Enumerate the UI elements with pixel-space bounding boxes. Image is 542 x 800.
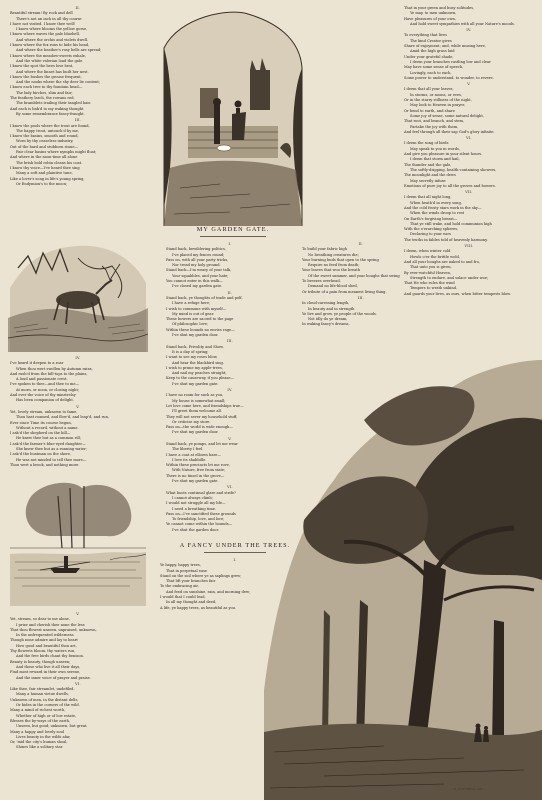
poem-line: Like thee, fair streamlet, undefiled, bbox=[10, 687, 75, 692]
poem-line: In the unfrequented wilderness. bbox=[16, 633, 75, 638]
poem-column-1-bottom bbox=[10, 610, 146, 751]
poem-line: A life, ye happy trees, as beautiful as you. bbox=[160, 605, 237, 610]
trees-poem-right bbox=[404, 6, 534, 297]
poem-line: What boots continual glare and strife? bbox=[166, 490, 236, 495]
poem-line: I've shut the garden door. bbox=[172, 527, 219, 532]
poem-line: Within these bounds no envies rage— bbox=[166, 327, 235, 332]
poem-line: Partake the joy with them, bbox=[410, 124, 459, 129]
poem-line: Emotions of pure joy to all the groves and bowers. bbox=[404, 183, 496, 188]
poem-line: I know the basins, smooth and round, bbox=[10, 134, 79, 139]
poem-line: Yet, lovely stream, unknown to fame, bbox=[10, 409, 78, 414]
poem-line: When the winds droop to rest bbox=[410, 211, 465, 216]
poem-line: Your burning buds that open to the spring bbox=[302, 257, 379, 262]
poem-line: Yet, stream, so dear to me alone, bbox=[10, 617, 70, 622]
poem-line: To the embracing air, bbox=[160, 584, 199, 589]
poem-line: Fair clear basins where nymphs might float; bbox=[16, 150, 97, 155]
poem-line: I would that I could lead, bbox=[160, 595, 206, 600]
poem-line: Lives beauty in the wilds afar, bbox=[16, 734, 71, 739]
poem-line: Of philosophic love; bbox=[172, 322, 209, 327]
poem-line: I know the bushes the grouse frequent, bbox=[10, 74, 82, 79]
poem-line: Though none admire and lay to heart bbox=[10, 638, 78, 643]
poem-line: Thou wert a brook, and nothing more. bbox=[10, 462, 80, 467]
poem-line: I have a coat at elbows bare— bbox=[166, 452, 221, 457]
poem-line: The thunder and the gale, bbox=[404, 162, 452, 167]
poem-line: That in your green and busy solitudes, bbox=[404, 6, 475, 10]
poem-line: The liberty I feel. bbox=[172, 447, 204, 452]
poem-line: I deem that all your leaves, bbox=[404, 87, 454, 92]
poem-line: Require no feed from death; bbox=[308, 263, 360, 268]
poem-line: And give you pleasure in your silent hours. bbox=[404, 152, 483, 157]
poem-line: At morn, or noon, or closing night; bbox=[16, 387, 80, 392]
poem-line: He knew thee but as a common rill; bbox=[16, 436, 81, 441]
poem-line: I ask'd the farmer's blue-eyed daughter— bbox=[10, 441, 86, 446]
poem-line: The bramblets trailing their tangled hair. bbox=[16, 101, 91, 106]
poem-line: Stand back, bewildering politics, bbox=[166, 247, 226, 252]
stanza-numeral: VII. bbox=[465, 190, 473, 195]
poem-line: I ask'd the shepherd on the hill— bbox=[10, 431, 71, 436]
poem-line: I know thy voice—I've heard thee sing bbox=[10, 165, 80, 170]
poem-line: I've shut my garden gate. bbox=[172, 381, 219, 386]
poem-line: To everything that lives bbox=[404, 33, 447, 38]
stanza-numeral: IV. bbox=[75, 356, 81, 360]
poem-line: I've placed my fences round; bbox=[172, 252, 225, 257]
poem-line: Or in the starry stillness of the night, bbox=[404, 98, 472, 103]
poem-line: I have not visited. I know thee well! bbox=[10, 21, 76, 26]
poem-line: I deem that storm and hail, bbox=[410, 157, 460, 162]
stanza-numeral: VI. bbox=[466, 136, 472, 141]
poem-line: Or Endymion's to the moon; bbox=[16, 181, 68, 186]
poem-line: That thou flowest unseen, unpraised, unknown, bbox=[10, 627, 97, 632]
poem-line: Whether of high or of low estate, bbox=[16, 713, 77, 718]
poem-line: By ever-watchful Heaven, bbox=[404, 270, 451, 275]
poem-line: I know the spot the bees love best, bbox=[10, 64, 74, 69]
stanza-numeral: II. bbox=[358, 242, 364, 246]
poem-line: I need a breathing time. bbox=[172, 506, 217, 511]
poem-line: In all my thought and deed, bbox=[166, 600, 217, 605]
stanza-numeral: IV. bbox=[466, 28, 472, 33]
poem-line: When heath'd in every song, bbox=[410, 200, 462, 205]
stanza-numeral: I. bbox=[228, 242, 232, 246]
poem-line: Like a lover's song in life's young spring, bbox=[10, 176, 85, 181]
poem-line: Blesses the by-ways of the earth, bbox=[10, 718, 71, 723]
poem-line: Or bend to earth, and share bbox=[404, 108, 455, 113]
poem-column-1-top bbox=[10, 4, 146, 187]
poem-line: And each is link'd to my waking thought bbox=[10, 106, 84, 111]
poem-line: Of the sweet summer, and your boughs that swing bbox=[308, 273, 400, 278]
poem-line: And feed on sunshine, rain, and morning dew; bbox=[166, 589, 251, 594]
poem-line: And where the heather's rosy bells are spread; bbox=[16, 48, 102, 53]
poem-line: My mind is out of gear. bbox=[172, 311, 215, 316]
poem-line: When thou wert swollen by Autumn rains, bbox=[16, 366, 93, 371]
poem-line: Beauty is beauty, though unseen; bbox=[10, 659, 71, 664]
poem-line: Let love come here, and friendships true— bbox=[166, 403, 244, 408]
stanza-lines bbox=[10, 361, 146, 402]
poem-line: Tempers to wrath unkind, bbox=[410, 286, 458, 291]
poem-line: I deem the song of birds bbox=[404, 141, 449, 146]
poem-line: And ever the voice of thy minstrelsy bbox=[10, 393, 76, 398]
poem-line: And the cold frosty stars work in the sky— bbox=[404, 205, 482, 210]
poem-line: Without a record, without a name. bbox=[16, 425, 79, 430]
poem-line: Stand back, ye pomps, and let me wear bbox=[166, 441, 238, 446]
poem-line: The moonlight and the dews bbox=[404, 173, 456, 178]
poem-line: I know where the meadow-sweets exhale, bbox=[10, 53, 87, 58]
poem-line: There is no tinsel in the grove— bbox=[166, 473, 225, 478]
poem-line: I know the pools where the trout are found, bbox=[10, 123, 90, 128]
poem-line: I deem your branches rustling low and clear bbox=[410, 59, 491, 64]
poem-line: The brisk bold robin cleans his coat. bbox=[16, 160, 83, 165]
poem-line: She knew thee but as a running water; bbox=[16, 447, 87, 452]
stanza-numeral: III. bbox=[74, 118, 82, 123]
poem-line: I've heard it deepen to a roar bbox=[10, 361, 64, 366]
deer-engraving bbox=[8, 228, 148, 352]
poem-line: Not idly do ye dream, bbox=[308, 317, 348, 322]
poem-line: I know where the fox runs to hide his head, bbox=[10, 43, 90, 48]
poem-line: Your leaves that woo the breath bbox=[302, 268, 361, 273]
poem-line: I'll greet them welcome all. bbox=[172, 409, 222, 414]
poem-line: That He who rules the wind bbox=[404, 281, 455, 286]
stanza-numeral: III. bbox=[357, 295, 365, 300]
poem-line: And nail my peaches straight; bbox=[172, 371, 227, 376]
stanza-numeral: V. bbox=[467, 82, 471, 87]
poem-line: May look to Heaven in prayer, bbox=[410, 103, 465, 108]
poem-line: I've shut my garden gate. bbox=[172, 479, 219, 484]
poem-line: Many a soft and plaintive tune, bbox=[16, 171, 73, 176]
poem-line: A loud and passionate crest. bbox=[16, 377, 68, 382]
poem-line: Stand back, Frivolity and Show, bbox=[166, 344, 224, 349]
poem-line: That ye still wake, and hold communion high bbox=[410, 221, 492, 226]
poem-line: I've spoken to thee—and thee to me— bbox=[10, 382, 80, 387]
poem-line: Ye happy, happy trees, bbox=[160, 563, 201, 568]
poem-line: It is a day of spring; bbox=[172, 349, 209, 354]
poem-line: I know where waves the pale bluebell, bbox=[10, 32, 80, 37]
poem-line: I know each tree to thy fountain head— bbox=[10, 85, 83, 90]
poem-line: Many a happy and lovely soul bbox=[10, 729, 64, 734]
poem-line: Some joy of sense, some natural delight, bbox=[410, 113, 484, 118]
poem-line: And all your boughs are naked to and fro, bbox=[404, 259, 481, 264]
poem-line: Or hides in the corners of the wild. bbox=[16, 703, 80, 708]
poem-line: Or tribute of a pain from meanest living thing. bbox=[302, 289, 387, 294]
poem-line: And rush'd from the hill-tops to the plains, bbox=[10, 371, 88, 376]
stanza-numeral: VI. bbox=[75, 681, 81, 686]
poem-line: I prize and cherish thee none the less bbox=[16, 622, 85, 627]
poem-line: Some power to understand, to wonder, to revere. bbox=[404, 75, 494, 80]
stanza-numeral: II. bbox=[227, 290, 233, 295]
poem-line: I know where blooms the yellow gorse, bbox=[16, 27, 88, 32]
trees-title: A FANCY UNDER THE TREES. bbox=[179, 542, 291, 549]
stanza-lines bbox=[10, 124, 146, 187]
trees-engraving bbox=[264, 360, 542, 800]
poem-line: And the inner voice of prayer and praise. bbox=[16, 675, 91, 680]
stanza-numeral: VIII. bbox=[464, 244, 474, 249]
poem-line: Out of the hard and stubborn stone— bbox=[10, 144, 79, 149]
poem-line: In waking fancy's dreams, bbox=[302, 322, 350, 327]
stanza-numeral: V. bbox=[76, 404, 80, 409]
poem-line: To breezes overhead, bbox=[302, 279, 341, 284]
boat-engraving bbox=[10, 478, 146, 606]
poem-line: The truths in fables told of heavenly harmony. bbox=[404, 237, 488, 242]
poem-line: I ask'd the boatman on the shore, bbox=[10, 452, 72, 457]
poem-line: Have pleasures of your own, bbox=[404, 16, 456, 21]
poem-line: Share of enjoyment; and, while musing here, bbox=[404, 44, 486, 49]
poem-line: Ever since Time its course begun, bbox=[10, 420, 72, 425]
poem-line: I want to see my roses blow, bbox=[166, 355, 218, 360]
poem-line: I deem, when winter cold bbox=[404, 249, 451, 254]
poem-line: I love its shabbille. bbox=[172, 457, 207, 462]
poem-line: I wish to commune with myself— bbox=[166, 306, 227, 311]
stanza-numeral: I. bbox=[233, 558, 237, 562]
poem-line: Pass on—I've sanctified these grounds bbox=[166, 511, 236, 516]
poem-line: Beautiful stream! By rock and dell bbox=[10, 11, 73, 16]
poem-line: The feathery larch, the rowans red, bbox=[10, 96, 75, 101]
poem-line: By some remembrance fancy-fraught. bbox=[16, 111, 85, 116]
poem-line: I've closed my garden gate. bbox=[172, 284, 223, 289]
stanza-lines bbox=[10, 410, 146, 467]
poem-line: Many a mind of richest worth, bbox=[10, 708, 66, 713]
poem-line: Pass on—the world is wide enough— bbox=[166, 425, 233, 430]
poem-line: And where the orchis and violets dwell. bbox=[16, 37, 89, 42]
poem-line: Thou hast roamed, and flow'd, and leap'd, and run, bbox=[16, 415, 110, 420]
poem-line: And where in the noon-time all alone bbox=[10, 155, 78, 160]
poem-line: And hold sweet sympathies with all your Nature's moods. bbox=[410, 21, 515, 26]
poem-line: That root, and branch, and stem, bbox=[404, 119, 465, 124]
stanza-numeral: III. bbox=[226, 339, 234, 344]
poem-line: Ye live and grow, ye people of the woods. bbox=[302, 311, 377, 316]
title-rule bbox=[200, 236, 266, 237]
poem-line: I have a refuge here; bbox=[172, 301, 211, 306]
poem-line: These bowers are sacred to the page bbox=[166, 317, 234, 322]
poem-line: Has been companion of delight. bbox=[16, 398, 74, 403]
stanza-lines bbox=[302, 247, 420, 294]
trees-poem-middle bbox=[302, 240, 420, 328]
poem-line: My house is somewhat small; bbox=[172, 398, 226, 403]
poem-line: They will not sever my household stuff, bbox=[166, 414, 238, 419]
poem-line: Demand no life-blood shed, bbox=[308, 284, 358, 289]
poem-line: Keep to the causeway, if you please— bbox=[166, 376, 235, 381]
poem-line: Within these precincts let me rove, bbox=[166, 463, 230, 468]
poem-line: Lovingly, each to each, bbox=[410, 70, 452, 75]
poem-line: Shines like a solitary star. bbox=[16, 745, 64, 750]
poem-line: That in perpetual ease bbox=[166, 568, 208, 573]
poem-line: I would not struggle all my life— bbox=[166, 501, 226, 506]
poem-line: Nor tread my holy ground. bbox=[172, 263, 221, 268]
poem-line: I have no room for such as you, bbox=[166, 393, 224, 398]
poem-line: Find most reward in their own serene, bbox=[10, 670, 81, 675]
poem-line: Unknown of men, in the distant dells, bbox=[10, 697, 79, 702]
poem-line: And the free birds chant thy benison. bbox=[16, 654, 84, 659]
poem-line: Many a human virtue dwells, bbox=[16, 692, 69, 697]
poem-line: May speak to you in words, bbox=[410, 146, 460, 151]
poem-line: And the white valerian load the gale. bbox=[16, 58, 84, 63]
poem-line: To build your fabric high bbox=[302, 247, 348, 252]
poem-line: Your squabbles, and your hate; bbox=[172, 273, 229, 278]
poem-line: I've shut my garden door. bbox=[172, 333, 219, 338]
poem-line: You cannot enter in this walk— bbox=[166, 279, 223, 284]
poem-line: And guards your lives, as ours, when bitter tempests blow. bbox=[404, 291, 511, 296]
garden-gate-title: MY GARDEN GATE. bbox=[196, 226, 270, 233]
poem-line: To friendship, love, and lore; bbox=[172, 517, 225, 522]
poem-line: Ye may, to men unknown, bbox=[410, 11, 457, 16]
poem-line: Amid the high grass laid bbox=[410, 49, 455, 54]
poem-line: In cloud-caressing length, bbox=[302, 301, 350, 306]
poem-line: And those who live it all their days, bbox=[16, 664, 81, 669]
stanza-numeral: IV. bbox=[227, 388, 233, 393]
poem-line: Unseen, but good; unknown, but great. bbox=[16, 724, 88, 729]
poem-line: That unto you is given, bbox=[410, 265, 452, 270]
poem-line: The happy trout, untouch'd by me, bbox=[16, 128, 80, 133]
poem-line: I deem that all night long, bbox=[404, 195, 452, 200]
poem-line: How good and beautiful thou art, bbox=[16, 643, 77, 648]
stanza-numeral: V. bbox=[76, 612, 80, 616]
poem-line: Worn by thy ceaseless industry, bbox=[16, 139, 74, 144]
poem-line: And hear the blackbird sing. bbox=[172, 360, 224, 365]
poem-line: Declaring to your ears bbox=[410, 232, 451, 237]
poem-line: Pass on, with all your party tricks, bbox=[166, 257, 229, 262]
poem-line: With the o'erarching spheres, bbox=[404, 227, 459, 232]
poem-line: May secretly infuse bbox=[410, 178, 446, 183]
poem-line: No breathing creatures die; bbox=[308, 252, 359, 257]
poem-line: Thy flowrets bloom, thy waters run, bbox=[10, 649, 76, 654]
poem-line: Stand back—I'm weary of your talk, bbox=[166, 268, 232, 273]
poem-line: Strength to endure, and solace under woe; bbox=[410, 275, 489, 280]
stanza-lines bbox=[10, 617, 146, 680]
poem-line: He was not minded to tell thee more— bbox=[16, 457, 87, 462]
stanza-numeral: V. bbox=[228, 436, 232, 441]
engraver-signature: S. COTTRELL. SC. bbox=[454, 788, 484, 791]
stanza-lines bbox=[10, 687, 146, 750]
poem-line: Howls o'er the brittle wold, bbox=[410, 254, 460, 259]
poem-line: Under your grateful shade, bbox=[404, 54, 454, 59]
poem-line: The kind Creator gives bbox=[410, 38, 452, 43]
poem-line: Stand on the soil where ye as saplings grew; bbox=[160, 573, 242, 578]
poem-line: Ye cannot come within the bounds— bbox=[166, 522, 233, 527]
poem-line: Stand back, ye thoughts of trade and pelf, bbox=[166, 295, 243, 300]
poem-line: There's not an inch in all thy course bbox=[16, 16, 82, 21]
stanza-lines bbox=[10, 11, 146, 116]
poem-line: And where the linnet has built her nest. bbox=[16, 69, 89, 74]
poem-line: I cannot always climb; bbox=[172, 495, 213, 500]
poem-line: The softly-dripping, health-containing showers, bbox=[410, 167, 497, 172]
poem-column-1-middle bbox=[10, 354, 146, 468]
poem-line: And the nooks where the shy deer lie content; bbox=[16, 80, 101, 85]
poem-line: The lady birches, slim and fair; bbox=[16, 90, 73, 95]
stanza-lines bbox=[302, 301, 420, 326]
poem-line: I've shut my garden door. bbox=[172, 430, 219, 435]
poem-line: On Earth's forgiving breast— bbox=[404, 216, 458, 221]
garden-gate-engraving bbox=[160, 8, 306, 226]
stanza-numeral: VI. bbox=[227, 485, 233, 490]
poem-line: Or criticise my store. bbox=[172, 419, 211, 424]
poem-line: That lift your branches fair bbox=[166, 579, 216, 584]
title-rule bbox=[204, 552, 266, 553]
stanza-numeral: II. bbox=[75, 6, 81, 10]
poem-line: Or, 'mid the city's human shoal, bbox=[10, 740, 68, 745]
poem-line: In storms, or noons, or eves, bbox=[410, 92, 462, 97]
poem-line: I wish to prune my apple-trees, bbox=[166, 365, 223, 370]
poem-line: With Nature, free from state; bbox=[172, 468, 226, 473]
poem-line: May have some sense of speech, bbox=[404, 65, 464, 70]
poem-line: And feel through all their sap God's glory infinite. bbox=[404, 129, 495, 134]
poem-line: In beauty and in strength bbox=[308, 306, 355, 311]
